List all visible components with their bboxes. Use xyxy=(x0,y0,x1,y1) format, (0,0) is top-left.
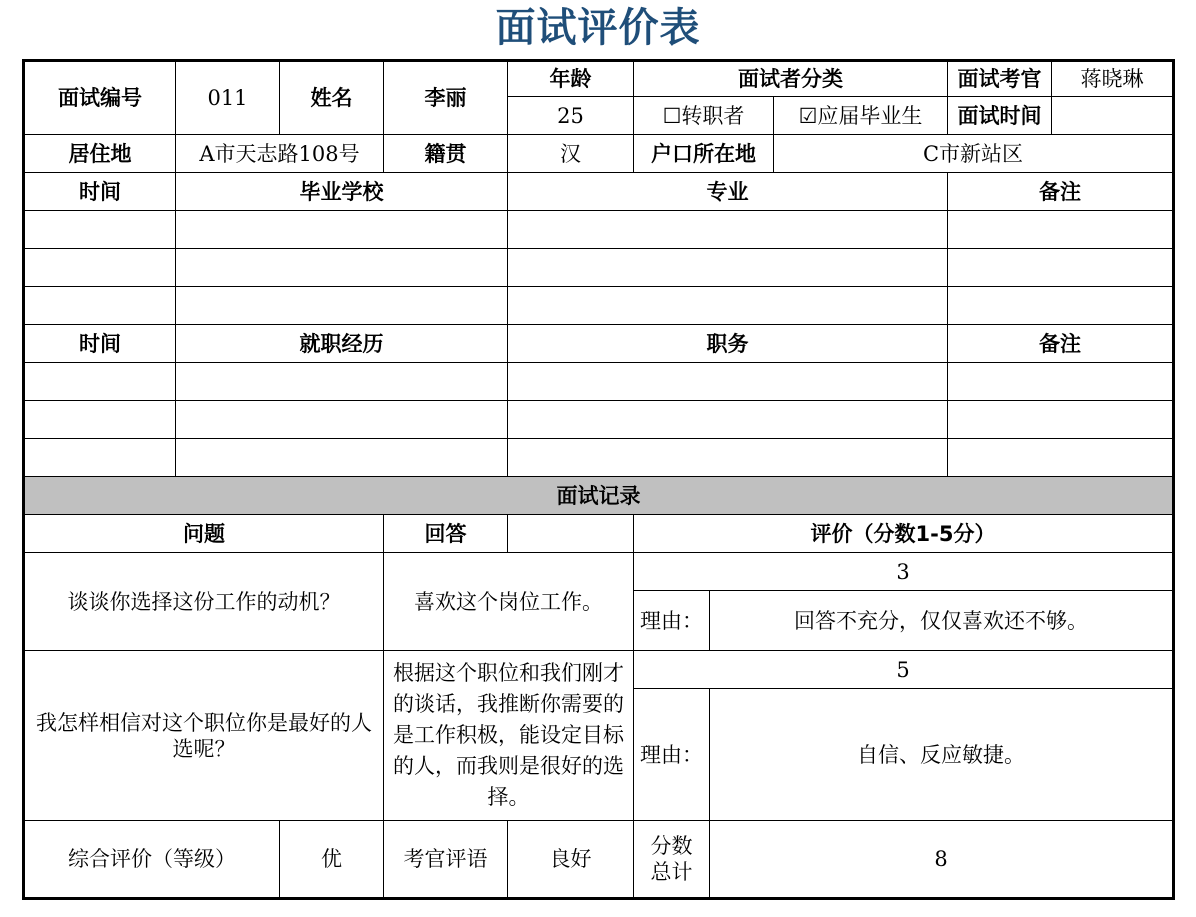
time-label: 面试时间 xyxy=(948,97,1052,135)
work-col-note: 备注 xyxy=(948,325,1174,363)
comment-value[interactable]: 良好 xyxy=(508,821,634,899)
q1-answer[interactable]: 喜欢这个岗位工作。 xyxy=(384,553,634,651)
work-col-history: 就职经历 xyxy=(176,325,508,363)
residence-label: 居住地 xyxy=(24,135,176,173)
work-row xyxy=(24,401,1174,439)
work-col-time: 时间 xyxy=(24,325,176,363)
edu-col-major: 专业 xyxy=(508,173,948,211)
total-label: 分数总计 xyxy=(634,821,710,899)
category-transfer-checkbox[interactable]: ☐转职者 xyxy=(634,97,774,135)
comment-label: 考官评语 xyxy=(384,821,508,899)
age-label: 年龄 xyxy=(508,61,634,97)
q1-reason-label: 理由： xyxy=(634,591,710,651)
record-col-question: 问题 xyxy=(24,515,384,553)
edu-col-note: 备注 xyxy=(948,173,1174,211)
page-title: 面试评价表 xyxy=(495,5,701,51)
total-value[interactable]: 8 xyxy=(710,821,1174,899)
work-row xyxy=(24,439,1174,477)
q1-question: 谈谈你选择这份工作的动机？ xyxy=(24,553,384,651)
name-label: 姓名 xyxy=(280,61,384,135)
hukou-label: 户口所在地 xyxy=(634,135,774,173)
record-col-evaluation: 评价（分数1-5分） xyxy=(634,515,1174,553)
interview-no-label: 面试编号 xyxy=(24,61,176,135)
work-row xyxy=(24,363,1174,401)
name-value[interactable]: 李丽 xyxy=(384,61,508,135)
residence-value[interactable]: A市天志路108号 xyxy=(176,135,384,173)
edu-row xyxy=(24,249,1174,287)
edu-row xyxy=(24,211,1174,249)
record-section-title: 面试记录 xyxy=(24,477,1174,515)
q2-reason[interactable]: 自信、反应敏捷。 xyxy=(710,689,1174,821)
interview-no-value[interactable]: 011 xyxy=(176,61,280,135)
edu-col-time: 时间 xyxy=(24,173,176,211)
overall-label: 综合评价（等级） xyxy=(24,821,280,899)
q1-reason[interactable]: 回答不充分，仅仅喜欢还不够。 xyxy=(710,591,1174,651)
native-label: 籍贯 xyxy=(384,135,508,173)
time-value[interactable] xyxy=(1052,97,1174,135)
interview-evaluation-table xyxy=(22,59,1175,900)
q2-question: 我怎样相信对这个职位你是最好的人选呢？ xyxy=(24,651,384,821)
q2-score[interactable]: 5 xyxy=(634,651,1174,689)
category-graduate-checkbox[interactable]: ☑应届毕业生 xyxy=(774,97,948,135)
record-col-answer: 回答 xyxy=(384,515,508,553)
edu-col-school: 毕业学校 xyxy=(176,173,508,211)
q2-reason-label: 理由： xyxy=(634,689,710,821)
work-col-position: 职务 xyxy=(508,325,948,363)
category-label: 面试者分类 xyxy=(634,61,948,97)
hukou-value[interactable]: C市新站区 xyxy=(774,135,1174,173)
edu-row xyxy=(24,287,1174,325)
age-value[interactable]: 25 xyxy=(508,97,634,135)
overall-value[interactable]: 优 xyxy=(280,821,384,899)
q1-score[interactable]: 3 xyxy=(634,553,1174,591)
examiner-value[interactable]: 蒋晓琳 xyxy=(1052,61,1174,97)
examiner-label: 面试考官 xyxy=(948,61,1052,97)
native-value[interactable]: 汉 xyxy=(508,135,634,173)
q2-answer[interactable]: 根据这个职位和我们刚才的谈话，我推断你需要的是工作积极，能设定目标的人，而我则是很好的选择。 xyxy=(384,651,634,821)
